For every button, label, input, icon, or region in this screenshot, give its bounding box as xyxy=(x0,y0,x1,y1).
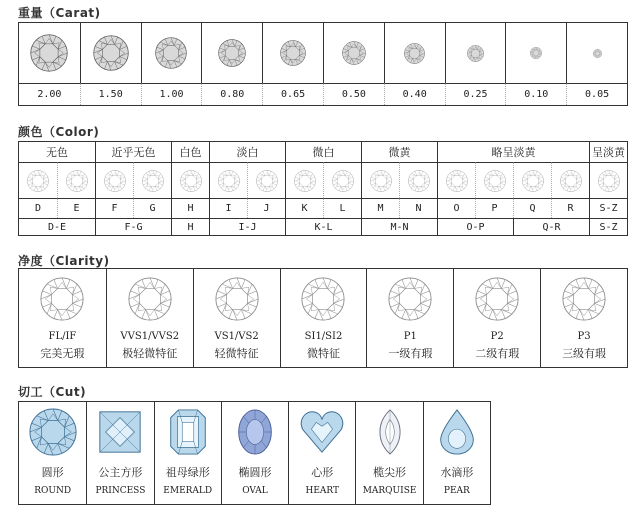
carat-table xyxy=(18,22,628,106)
cut-name-en: OVAL xyxy=(242,486,268,496)
cut-name-en: MARQUISE xyxy=(362,486,417,496)
diamond-icon xyxy=(155,37,187,69)
carat-stone-cell xyxy=(80,23,141,83)
diamond-outline-icon xyxy=(294,170,316,192)
color-group-label: 呈淡黄 xyxy=(589,142,627,162)
diamond-outline-icon xyxy=(180,170,202,192)
color-grade-letter: H xyxy=(171,198,209,218)
cut-shape-cell xyxy=(355,402,422,504)
cut-name-cn: 水滴形 xyxy=(440,466,474,479)
carat-stone-cell xyxy=(445,23,506,83)
carat-value: 1.00 xyxy=(141,83,202,105)
clarity-grade-cell xyxy=(193,269,280,367)
color-sample-cell xyxy=(19,162,57,198)
clarity-grade-cell xyxy=(106,269,193,367)
carat-value: 1.50 xyxy=(80,83,141,105)
color-group-label: 略呈淡黄 xyxy=(437,142,589,162)
diamond-outline-icon xyxy=(484,170,506,192)
clarity-grade: VVS1/VVS2 xyxy=(120,331,180,342)
diamond-outline-icon xyxy=(560,170,582,192)
cut-name-cn: 心形 xyxy=(311,466,334,479)
clarity-description: 完美无瑕 xyxy=(40,347,85,360)
carat-stone-cell xyxy=(384,23,445,83)
color-sample-cell xyxy=(475,162,513,198)
diamond-icon xyxy=(30,34,68,72)
cut-name-en: EMERALD xyxy=(163,486,213,496)
marquise-diamond-icon xyxy=(366,408,414,456)
diamond-outline-icon xyxy=(104,170,126,192)
clarity-description: 极轻微特征 xyxy=(122,347,178,360)
clarity-grade-cell xyxy=(280,269,367,367)
clarity-grade: P2 xyxy=(490,331,504,342)
color-grade-letter: K xyxy=(285,198,323,218)
carat-value: 0.25 xyxy=(445,83,506,105)
color-grade-letter: N xyxy=(399,198,437,218)
color-sample-cell xyxy=(133,162,171,198)
color-sample-cell xyxy=(323,162,361,198)
color-range-label: Q-R xyxy=(513,218,589,235)
carat-section-title: 重量（Carat) xyxy=(18,6,101,20)
carat-value: 0.65 xyxy=(262,83,323,105)
diamond-icon xyxy=(218,39,246,67)
color-grade-letter: G xyxy=(133,198,171,218)
color-grade-letter: E xyxy=(57,198,95,218)
emerald-diamond-icon xyxy=(164,408,212,456)
cut-name-cn: 榄尖形 xyxy=(373,466,407,479)
diamond-outline-icon xyxy=(256,170,278,192)
cut-shape-cell xyxy=(221,402,288,504)
clarity-description: 微特征 xyxy=(306,347,340,360)
diamond-outline-icon xyxy=(301,277,345,321)
color-sample-cell xyxy=(95,162,133,198)
color-range-label: K-L xyxy=(285,218,361,235)
color-range-label: S-Z xyxy=(589,218,627,235)
clarity-description: 二级有瑕 xyxy=(475,347,520,360)
carat-value: 2.00 xyxy=(19,83,80,105)
diamond-outline-icon xyxy=(475,277,519,321)
cut-shape-cell xyxy=(19,402,86,504)
clarity-grade-cell xyxy=(19,269,106,367)
color-sample-cell xyxy=(209,162,247,198)
diamond-icon xyxy=(404,43,425,64)
color-range-label: O-P xyxy=(437,218,513,235)
cut-name-cn: 公主方形 xyxy=(98,466,143,479)
clarity-description: 三级有瑕 xyxy=(562,347,607,360)
carat-value: 0.80 xyxy=(201,83,262,105)
pear-diamond-icon xyxy=(433,408,481,456)
color-grade-letter: R xyxy=(551,198,589,218)
color-sample-cell xyxy=(285,162,323,198)
carat-stone-cell xyxy=(141,23,202,83)
clarity-grade: FL/IF xyxy=(48,331,77,342)
diamond-icon xyxy=(467,45,484,62)
color-sample-cell xyxy=(399,162,437,198)
carat-stone-cell xyxy=(323,23,384,83)
clarity-grade: SI1/SI2 xyxy=(304,331,343,342)
color-grade-letter: F xyxy=(95,198,133,218)
clarity-grade-cell xyxy=(540,269,627,367)
color-sample-cell xyxy=(361,162,399,198)
diamond-outline-icon xyxy=(128,277,172,321)
color-grade-letter: P xyxy=(475,198,513,218)
color-sample-cell xyxy=(513,162,551,198)
clarity-grade: P1 xyxy=(403,331,417,342)
diamond-outline-icon xyxy=(40,277,84,321)
carat-stone-cell xyxy=(262,23,323,83)
diamond-outline-icon xyxy=(408,170,430,192)
cut-name-cn: 祖母绿形 xyxy=(165,466,210,479)
color-sample-cell xyxy=(57,162,95,198)
cut-name-cn: 椭圆形 xyxy=(238,466,272,479)
color-table xyxy=(18,141,628,236)
diamond-outline-icon xyxy=(332,170,354,192)
color-range-label: F-G xyxy=(95,218,171,235)
color-group-label: 微白 xyxy=(285,142,361,162)
clarity-description: 轻微特征 xyxy=(214,347,259,360)
cut-name-en: HEART xyxy=(305,486,340,496)
round-diamond-icon xyxy=(29,408,77,456)
diamond-outline-icon xyxy=(142,170,164,192)
carat-value: 0.05 xyxy=(566,83,627,105)
color-grade-letter: Q xyxy=(513,198,551,218)
color-sample-cell xyxy=(247,162,285,198)
diamond-outline-icon xyxy=(27,170,49,192)
cut-name-en: PEAR xyxy=(443,486,470,496)
color-sample-cell xyxy=(551,162,589,198)
cut-section-title: 切工（Cut) xyxy=(18,385,87,399)
clarity-grade: P3 xyxy=(577,331,591,342)
color-grade-letter: S-Z xyxy=(589,198,627,218)
diamond-outline-icon xyxy=(370,170,392,192)
cut-name-en: ROUND xyxy=(34,486,72,496)
color-group-label: 微黄 xyxy=(361,142,437,162)
carat-value: 0.10 xyxy=(505,83,566,105)
color-group-label: 淡白 xyxy=(209,142,285,162)
color-grade-letter: J xyxy=(247,198,285,218)
color-group-label: 近乎无色 xyxy=(95,142,171,162)
color-group-label: 无色 xyxy=(46,146,68,159)
clarity-description: 一级有瑕 xyxy=(388,347,433,360)
color-sample-cell xyxy=(171,162,209,198)
cut-shape-cell xyxy=(423,402,490,504)
diamond-outline-icon xyxy=(598,170,620,192)
color-grade-letter: I xyxy=(209,198,247,218)
princess-diamond-icon xyxy=(96,408,144,456)
color-grade-letter: M xyxy=(361,198,399,218)
carat-value: 0.40 xyxy=(384,83,445,105)
color-range-label: D-E xyxy=(19,218,95,235)
clarity-grade-cell xyxy=(453,269,540,367)
clarity-grade-cell xyxy=(366,269,453,367)
clarity-grade: VS1/VS2 xyxy=(214,331,259,342)
diamond-icon xyxy=(530,47,542,59)
diamond-outline-icon xyxy=(562,277,606,321)
clarity-section-title: 净度（Clarity) xyxy=(18,254,110,268)
color-range-label: I-J xyxy=(209,218,285,235)
cut-table xyxy=(18,401,491,505)
carat-stone-cell xyxy=(505,23,566,83)
color-grade-letter: O xyxy=(437,198,475,218)
color-section-title: 颜色（Color) xyxy=(18,125,100,139)
diamond-icon xyxy=(280,40,306,66)
oval-diamond-icon xyxy=(231,408,279,456)
color-group-label: 白色 xyxy=(171,142,209,162)
diamond-outline-icon xyxy=(215,277,259,321)
cut-shape-cell xyxy=(288,402,355,504)
diamond-icon xyxy=(342,41,366,65)
diamond-icon xyxy=(593,49,602,58)
diamond-icon xyxy=(93,35,129,71)
color-range-label: M-N xyxy=(361,218,437,235)
diamond-outline-icon xyxy=(446,170,468,192)
color-range-label: H xyxy=(171,218,209,235)
heart-diamond-icon xyxy=(298,408,346,456)
cut-name-en: PRINCESS xyxy=(95,486,146,496)
diamond-outline-icon xyxy=(388,277,432,321)
diamond-outline-icon xyxy=(522,170,544,192)
color-grade-letter: D xyxy=(19,198,57,218)
carat-stone-cell xyxy=(19,23,80,83)
color-grade-letter: L xyxy=(323,198,361,218)
color-sample-cell xyxy=(589,162,627,198)
diamond-outline-icon xyxy=(218,170,240,192)
color-sample-cell xyxy=(437,162,475,198)
clarity-table xyxy=(18,268,628,368)
cut-name-cn: 圆形 xyxy=(41,466,64,479)
carat-value: 0.50 xyxy=(323,83,384,105)
cut-shape-cell xyxy=(154,402,221,504)
carat-stone-cell xyxy=(566,23,627,83)
cut-shape-cell xyxy=(86,402,153,504)
carat-stone-cell xyxy=(201,23,262,83)
diamond-outline-icon xyxy=(66,170,88,192)
